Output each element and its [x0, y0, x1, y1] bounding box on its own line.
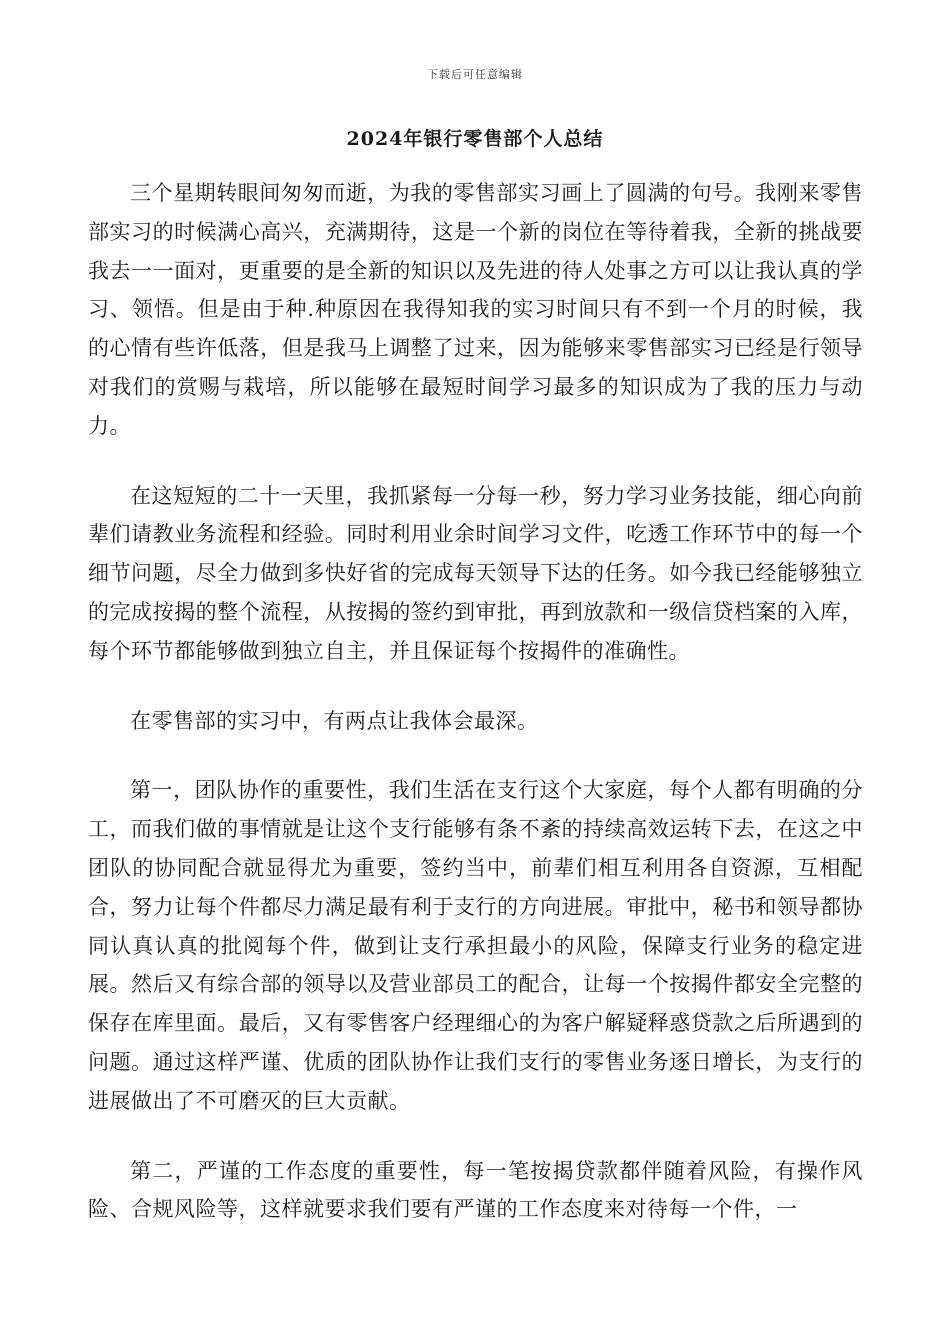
- document-title: 2024年银行零售部个人总结: [346, 128, 604, 150]
- paragraph-3: 在零售部的实习中，有两点让我体会最深。: [130, 708, 539, 733]
- paragraph-1: 三个星期转眼间匆匆而逝，为我的零售部实习画上了圆满的句号。我刚来零售部实习的时候满心高兴，充满期待，这是一个新的岗位在等待着我，全新的挑战要我去一一面对，更重要的是全新的知识以及先进的待人处事之方可以让我认真的学习、领悟。但是由于种.种原因在我得知我的实习时间只有不到一个月的时候，我的心情有些许低落，但是我马上调整了过来，因为能够来零售部实习已经是行领导对我们的赏赐与栽培，所以能够在最短时间学习最多的知识成为了我的压力与动力。: [88, 181, 863, 438]
- document-body: [88, 174, 863, 1229]
- paragraph-5: 第二，严谨的工作态度的重要性，每一笔按揭贷款都伴随着风险，有操作风险、合规风险等，这样就要求我们要有严谨的工作态度来对待每一个件，一: [88, 1158, 863, 1222]
- header-note: 下载后可任意编辑: [427, 68, 523, 81]
- paragraph-2: 在这短短的二十一天里，我抓紧每一分每一秒，努力学习业务技能，细心向前辈们请教业务流程和经验。同时利用业余时间学习文件，吃透工作环节中的每一个细节问题，尽全力做到多快好省的完成每天领导下达的任务。如今我已经能够独立的完成按揭的整个流程，从按揭的签约到审批，再到放款和一级信贷档案的入库，每个环节都能够做到独立自主，并且保证每个按揭件的准确性。: [88, 483, 863, 663]
- paragraph-4: 第一，团队协作的重要性，我们生活在支行这个大家庭，每个人都有明确的分工，而我们做的事情就是让这个支行能够有条不紊的持续高效运转下去，在这之中团队的协同配合就显得尤为重要，签约当中，前辈们相互利用各自资源，互相配合，努力让每个件都尽力满足最有利于支行的方向进展。审批中，秘书和领导都协同认真认真的批阅每个件，做到让支行承担最小的风险，保障支行业务的稳定进展。然后又有综合部的领导以及营业部员工的配合，让每一个按揭件都安全完整的保存在库里面。最后，又有零售客户经理细心的为客户解疑释惑贷款之后所遇到的问题。通过这样严谨、优质的团队协作让我们支行的零售业务逐日增长，为支行的进展做出了不可磨灭的巨大贡献。: [88, 778, 863, 1113]
